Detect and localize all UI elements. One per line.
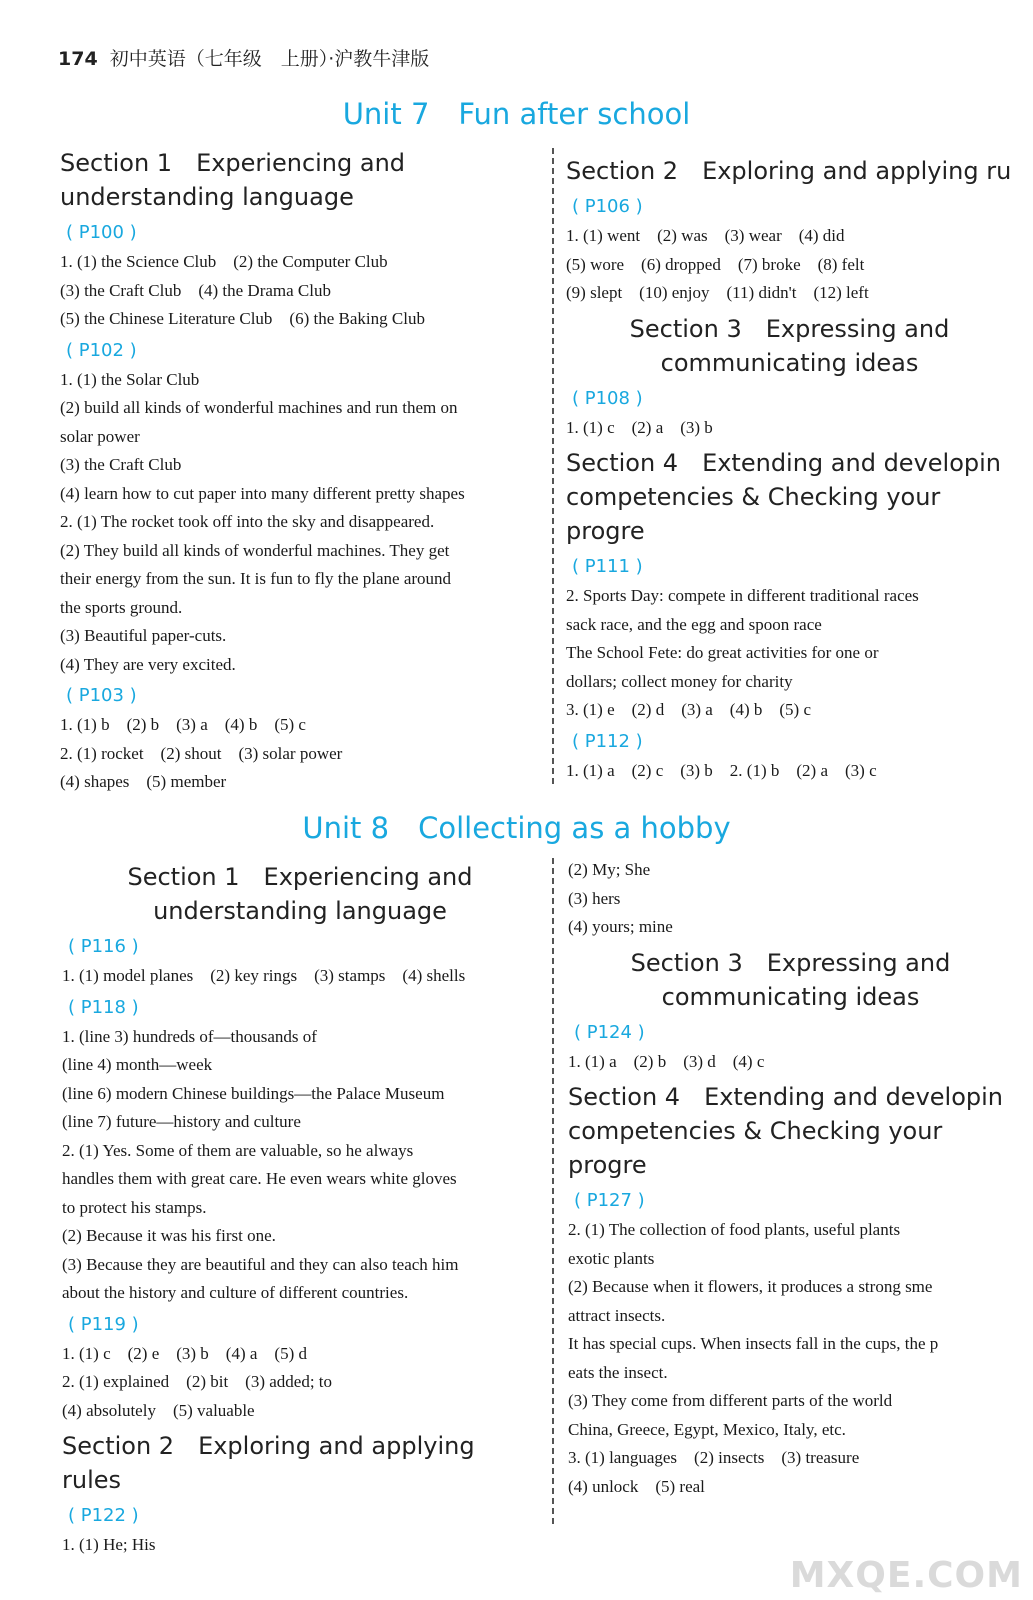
answer-line: China, Greece, Egypt, Mexico, Italy, etc. — [568, 1419, 846, 1439]
answer-line: (4) learn how to cut paper into many different pretty shapes — [60, 483, 465, 503]
answer-line: (2) build all kinds of wonderful machines and run them on — [60, 398, 458, 417]
answer-line: (3) the Craft Club (4) the Drama Club — [60, 280, 331, 300]
answer-line: the sports ground. — [60, 597, 183, 617]
section-heading: Section 1 Experiencing and understanding language — [60, 149, 406, 211]
answer-line: exotic plants — [568, 1248, 655, 1268]
answer-line: solar power — [60, 426, 140, 446]
answer-line: eats the insect. — [568, 1362, 668, 1382]
page-reference: ( P119 ) — [68, 1313, 139, 1335]
unit-7-right-column — [566, 150, 1013, 790]
answer-line: (3) hers — [568, 888, 621, 908]
answer-line: 1. (1) a (2) b (3) d (4) c — [568, 1051, 765, 1071]
answer-line: 1. (1) b (2) b (3) a (4) b (5) c — [60, 715, 306, 734]
section-heading: Section 3 Expressing and communicating ideas — [629, 314, 950, 377]
answer-line: (line 4) month—week — [62, 1055, 213, 1074]
answer-line: 1. (1) a (2) c (3) b 2. (1) b (2) a (3) c — [566, 760, 877, 780]
answer-line: (3) Because they are beautiful and they can also teach him — [62, 1254, 459, 1274]
answer-line: (3) the Craft Club — [60, 455, 182, 474]
section-heading: Section 2 Exploring and applying ru — [566, 157, 1012, 185]
page-reference: ( P108 ) — [572, 387, 643, 409]
page-reference: ( P116 ) — [68, 936, 139, 957]
page-reference: ( P100 ) — [66, 222, 137, 243]
page-header — [58, 44, 429, 71]
answer-line: attract insects. — [568, 1305, 666, 1325]
page-reference: ( P103 ) — [66, 685, 137, 706]
book-title: 初中英语（七年级 上册）·沪教牛津版 — [109, 48, 430, 70]
answer-line: sack race, and the egg and spoon race — [566, 614, 822, 634]
answer-line: 2. (1) The collection of food plants, useful plants — [568, 1220, 901, 1239]
column-divider — [552, 858, 554, 1524]
answer-line: their energy from the sun. It is fun to fly the plane around — [60, 569, 452, 588]
page-reference: ( P106 ) — [572, 196, 643, 217]
answer-line: 2. (1) Yes. Some of them are valuable, so he always — [62, 1140, 414, 1160]
answer-line: (4) They are very excited. — [60, 654, 236, 674]
page-reference: ( P118 ) — [68, 996, 139, 1018]
answer-line: (2) They build all kinds of wonderful machines. They get — [60, 540, 450, 560]
section-heading: Section 3 Expressing and communicating ideas — [630, 948, 951, 1011]
answer-line: 1. (line 3) hundreds of—thousands of — [62, 1026, 317, 1046]
answer-line: (line 6) modern Chinese buildings—the Palace Museum — [62, 1083, 445, 1103]
page-reference: ( P122 ) — [68, 1505, 139, 1526]
answer-line: (4) shapes (5) member — [60, 772, 227, 791]
answer-line: 1. (1) model planes (2) key rings (3) stamps (4) shells — [62, 966, 466, 985]
answer-line: 1. (1) the Solar Club — [60, 369, 200, 389]
answer-line: (4) yours; mine — [568, 917, 673, 936]
answer-line: (2) My; She — [568, 860, 651, 879]
answer-line: (5) the Chinese Literature Club (6) the Baking Club — [60, 309, 425, 328]
answer-line: to protect his stamps. — [62, 1197, 207, 1217]
answer-line: handles them with great care. He even wears white gloves — [62, 1169, 457, 1188]
watermark: MXQE.COM — [789, 1555, 1023, 1596]
page-reference: ( P111 ) — [572, 556, 643, 577]
answer-line: (line 7) future—history and culture — [62, 1112, 301, 1131]
page-reference: ( P127 ) — [574, 1190, 645, 1211]
answer-line: The School Fete: do great activities for one or — [566, 643, 879, 662]
answer-line: 1. (1) He; His — [62, 1535, 156, 1554]
answer-line: (4) absolutely (5) valuable — [62, 1400, 255, 1420]
answer-line: 1. (1) c (2) e (3) b (4) a (5) d — [62, 1343, 307, 1363]
answer-line: 1. (1) the Science Club (2) the Computer Club — [60, 252, 388, 271]
unit-8-title: Unit 8 Collecting as a hobby — [302, 811, 731, 845]
page-reference: ( P124 ) — [574, 1021, 645, 1043]
answer-line: (2) Because it was his first one. — [62, 1226, 276, 1245]
unit-7-left-column — [60, 142, 538, 802]
answer-line: 1. (1) went (2) was (3) wear (4) did — [566, 226, 845, 245]
answer-line: 2. Sports Day: compete in different traditional races — [566, 586, 919, 605]
answer-line: It has special cups. When insects fall in the cups, the p — [568, 1334, 939, 1353]
answer-line: 2. (1) The rocket took off into the sky and disappeared. — [60, 512, 435, 531]
answer-line: 1. (1) c (2) a (3) b — [566, 417, 713, 437]
answer-line: dollars; collect money for charity — [566, 671, 793, 691]
answer-line: about the history and culture of different countries. — [62, 1283, 409, 1302]
page-reference: ( P102 ) — [66, 339, 137, 361]
answer-line: (3) Beautiful paper-cuts. — [60, 626, 227, 645]
answer-line: (5) wore (6) dropped (7) broke (8) felt — [566, 254, 865, 274]
answer-line: 3. (1) e (2) d (3) a (4) b (5) c — [566, 700, 811, 719]
page-reference: ( P112 ) — [572, 730, 643, 752]
answer-line: (4) unlock (5) real — [568, 1476, 705, 1496]
column-divider — [552, 148, 554, 784]
answer-line: (3) They come from different parts of the world — [568, 1391, 893, 1410]
answer-line: 2. (1) rocket (2) shout (3) solar power — [60, 743, 343, 763]
answer-line: (9) slept (10) enjoy (11) didn't (12) left — [566, 283, 869, 302]
section-heading: Section 2 Exploring and applying rules — [62, 1432, 475, 1494]
section-heading: Section 4 Extending and developin competencies & Checking your progre — [568, 1083, 1004, 1179]
unit-8-right-column — [568, 856, 1013, 1536]
unit-7-title: Unit 7 Fun after school — [342, 97, 691, 131]
answer-line: (2) Because when it flowers, it produces a strong sme — [568, 1277, 933, 1296]
page-number: 174 — [58, 48, 98, 70]
unit-8-left-column — [62, 856, 538, 1554]
section-heading: Section 4 Extending and developin competencies & Checking your progre — [566, 449, 1002, 545]
section-heading: Section 1 Experiencing and understanding language — [127, 863, 473, 925]
answer-line: 2. (1) explained (2) bit (3) added; to — [62, 1372, 333, 1391]
answer-line: 3. (1) languages (2) insects (3) treasure — [568, 1448, 860, 1467]
